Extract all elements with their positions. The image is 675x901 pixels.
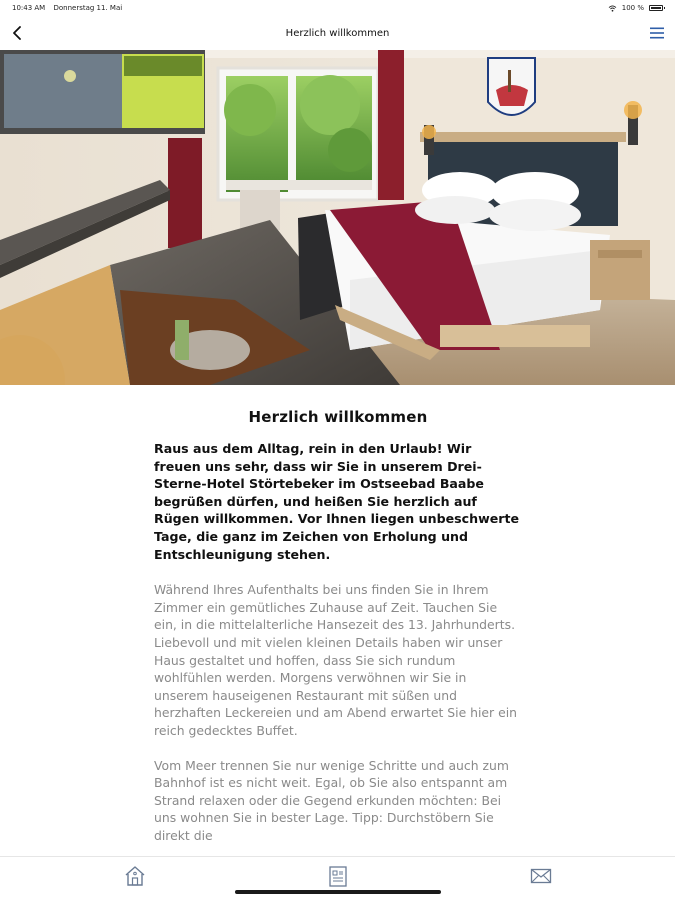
hotel-room-image	[0, 50, 675, 385]
home-icon	[123, 864, 147, 888]
home-indicator[interactable]	[235, 890, 441, 894]
hotel-room-photo	[0, 50, 675, 385]
welcome-heading: Herzlich willkommen	[248, 408, 428, 426]
intro-text: Raus aus dem Alltag, rein in den Urlaub! Wir freuen uns sehr, dass wir Sie in unserem Drei-Sterne-Hotel Störtebeker im Ostseebad Baabe begrüßen dürfen, und heißen Sie herzlich auf Rügen willkommen. Vor Ihnen liegen unbeschwerte Tage, die ganz im Zeichen von Erholung und Entschleunigung stehen.	[154, 441, 520, 562]
tab-home[interactable]	[122, 863, 148, 889]
paragraph-stay: Während Ihres Aufenthalts bei uns finden Sie in Ihrem Zimmer ein gemütliches Zuhause auf Zeit. Tauchen Sie ein, in die mittelalterliche Hansezeit des 13. Jahrhunderts. Liebevoll und mit vielen kleinen Details haben wir unser Haus gestaltet und hoffen, dass Sie sich rundum wohlfühlen werden. Morgens verwöhnen wir Sie in unserem hauseigenen Restaurant mit süßen und herzhaften Leckereien und am Abend erwartet Sie hier ein reich gedecktes Buffet.	[154, 582, 518, 738]
hamburger-menu-icon	[650, 27, 664, 39]
page-title: Herzlich willkommen	[285, 27, 390, 39]
document-icon	[326, 864, 350, 888]
mail-icon	[529, 864, 553, 888]
wifi-icon	[608, 5, 617, 12]
tab-bar	[0, 856, 675, 901]
navigation-bar	[0, 16, 675, 50]
tab-mail[interactable]	[528, 863, 554, 889]
tab-document[interactable]	[325, 863, 351, 889]
paragraph-location: Vom Meer trennen Sie nur wenige Schritte und auch zum Bahnhof ist es nicht weit. Egal, ob Sie also entspannt am Strand relaxen oder die Gegend erkunden möchten: Bei uns wohnen Sie in bester Lage. Tipp: Durchstöbern Sie direkt die	[154, 757, 509, 843]
battery-percent: 100 %	[621, 4, 644, 12]
status-left	[12, 4, 128, 12]
back-button[interactable]	[6, 22, 28, 44]
welcome-content	[154, 408, 522, 861]
chevron-left-icon	[12, 26, 22, 40]
battery-icon	[649, 5, 663, 11]
status-date: Donnerstag 11. Mai	[53, 4, 123, 12]
status-bar	[0, 0, 675, 16]
status-time: 10:43 AM	[12, 4, 46, 12]
status-right	[608, 4, 663, 12]
menu-button[interactable]	[647, 23, 667, 43]
